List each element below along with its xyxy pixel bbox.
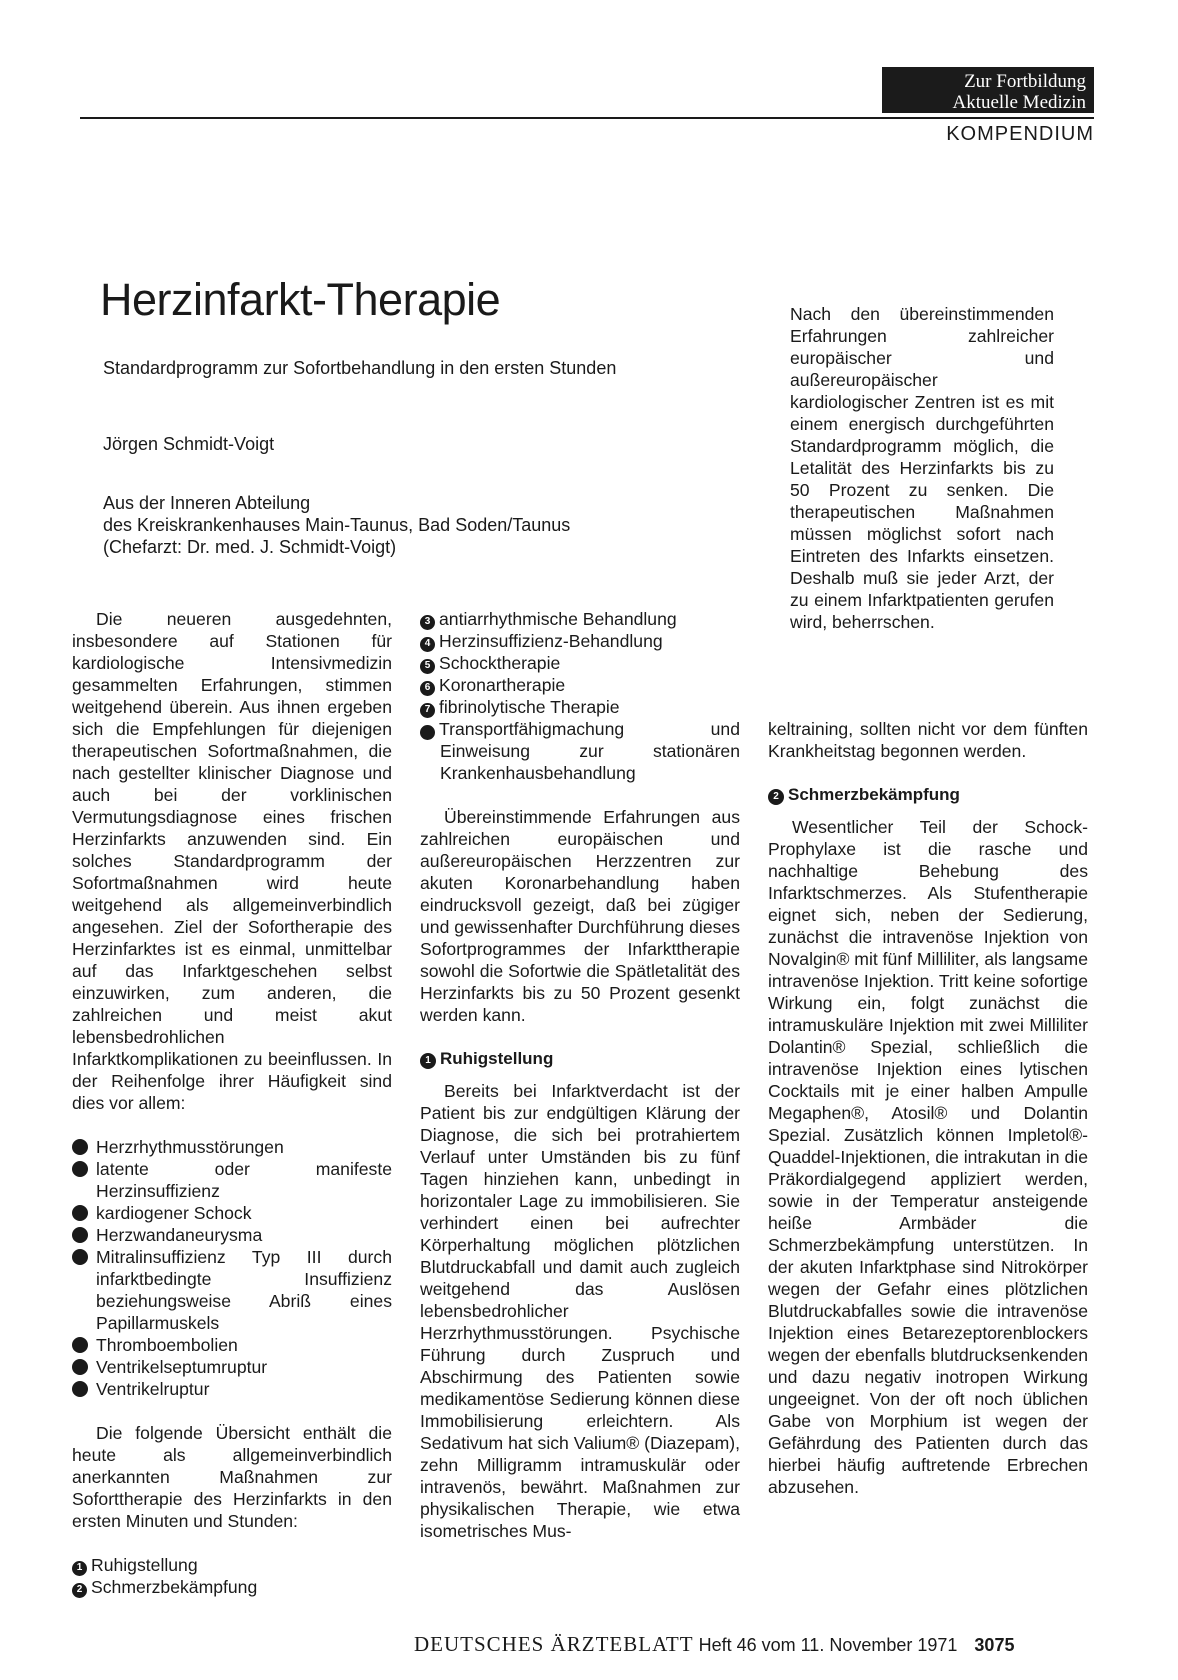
section-heading: 2 Schmerzbekämpfung bbox=[768, 784, 1088, 806]
badge-line-1: Zur Fortbildung bbox=[964, 71, 1086, 92]
list-item: 1 Ruhigstellung bbox=[72, 1554, 392, 1576]
bullet-icon bbox=[72, 1227, 88, 1243]
steps-list-part-2 bbox=[407, 608, 740, 784]
list-item: 2 Schmerzbekämpfung bbox=[72, 1576, 392, 1598]
list-item: kardiogener Schock bbox=[72, 1202, 392, 1224]
number-badge-icon: 8 bbox=[420, 725, 435, 740]
section-label: KOMPENDIUM bbox=[946, 123, 1094, 145]
intro-paragraph: Die neueren ausgedehnten, insbesondere auf Stationen für kardiologische Intensivmedizin gesammelten Erfahrungen, stimmen weitgehend überein. Aus ihnen ergeben sich die Empfehlungen für diejenigen therapeutischen Sofortmaßnahmen, die nach gestellter klinischer Diagnose und auch bei der vorklinischen Vermutungsdiagnose eines frischen Herzinfarkts anzuwenden sind. Ein solches Standardprogramm der Sofortmaßnahmen wird heute weitgehend als allgemeinverbindlich angesehen. Ziel der Sofortherapie des Herzinfarktes ist es einmal, unmittelbar auf das Infarktgeschehen selbst einzuwirken, zum anderen, die zahlreichen und meist akut lebensbedrohlichen Infarktkomplikationen zu beeinflussen. In der Reihenfolge ihrer Häufigkeit sind dies vor allem: bbox=[72, 609, 392, 1113]
number-badge-icon: 2 bbox=[768, 789, 784, 805]
section-badge bbox=[882, 67, 1094, 113]
bullet-icon bbox=[72, 1381, 88, 1397]
schmerz-paragraph: Wesentlicher Teil der Schock-Prophylaxe ist die rasche und nachhaltige Behebung des Infarktschmerzes. Als Stufentherapie eignet sich, neben der Sedierung, zunächst die intravenöse Injektion von Novalgin® mit fünf Milliliter, als langsame intravenöse Injektion. Tritt keine sofortige Wirkung ein, folgt zunächst die intramuskuläre Injektion mit zwei Milliliter Dolantin® Spezial, schließlich die intravenöse Injektion eines lytischen Cocktails mit je einer halben Ampulle Megaphen®, Atosil® und Dolantin Spezial. Zusätzlich können Impletol®-Quaddel-Injektionen, die intrakutan in die Präkordialgegend appliziert werden, sowie in der Temperatur ansteigende heiße Armbäder die Schmerzbekämpfung unterstützen. In der akuten Infarktphase sind Nitrokörper wegen der Gefahr eines plötzlichen Blutdruckabfalles sowie die intravenöse Injektion eines Betarezeptorenblockers wegen der ebenfalls blutdrucksenkenden und dazu negativ inotropen Wirkung ungeeignet. Von der oft noch üblichen Gabe von Morphium ist wegen der Gefährdung des Patienten durch das hierbei häufig auftretende Erbrechen abzusehen. bbox=[768, 817, 1088, 1497]
results-paragraph: Übereinstimmende Erfahrungen aus zahlreichen europäischen und außereuropäischen Herzzentren zur akuten Koronarbehandlung haben eindrucksvoll gezeigt, daß bei zügiger und gewissenhafter Durchführung dieses Sofortprogrammes der Infarkttherapie sowohl die Sofortwie die Spätletalität des Herzinfarkts bis zu 50 Prozent gesenkt werden kann. bbox=[420, 807, 740, 1025]
affiliation-line-3: (Chefarzt: Dr. med. J. Schmidt-Voigt) bbox=[103, 537, 397, 557]
article-title: Herzinfarkt-Therapie bbox=[100, 274, 501, 325]
column-3 bbox=[768, 718, 1088, 1498]
journal-name: DEUTSCHES ÄRZTEBLATT bbox=[414, 1632, 694, 1656]
bullet-icon bbox=[72, 1249, 88, 1265]
list-item: 4 Herzinsuffizienz-Behandlung bbox=[420, 630, 740, 652]
overview-paragraph: Die folgende Übersicht enthält die heute als allgemeinverbindlich anerkannten Maßnahmen zur Soforttherapie des Herzinfarkts in den ersten Minuten und Stunden: bbox=[72, 1423, 392, 1531]
column-2 bbox=[407, 608, 740, 1542]
number-badge-icon: 7 bbox=[420, 703, 435, 718]
number-badge-icon: 2 bbox=[72, 1583, 87, 1598]
page-footer bbox=[414, 1632, 1014, 1657]
bullet-icon bbox=[72, 1161, 88, 1177]
section-heading: 1 Ruhigstellung bbox=[420, 1048, 740, 1070]
list-item: Ventrikelruptur bbox=[72, 1378, 392, 1400]
list-item: 7 fibrinolytische Therapie bbox=[420, 696, 740, 718]
affiliation-line-2: des Kreiskrankenhauses Main-Taunus, Bad Soden/Taunus bbox=[103, 515, 571, 535]
number-badge-icon: 1 bbox=[72, 1561, 87, 1576]
continued-paragraph: keltraining, sollten nicht vor dem fünften Krankheitstag begonnen werden. bbox=[768, 719, 1088, 761]
bullet-icon bbox=[72, 1205, 88, 1221]
list-item: latente oder manifeste Herzinsuffizienz bbox=[72, 1158, 392, 1202]
issue-info: Heft 46 vom 11. November 1971 bbox=[698, 1635, 958, 1655]
list-item: Mitralinsuffizienz Typ III durch infarktbedingte Insuffizienz beziehungsweise Abriß eines Papillarmuskels bbox=[72, 1246, 392, 1334]
number-badge-icon: 4 bbox=[420, 637, 435, 652]
number-badge-icon: 5 bbox=[420, 659, 435, 674]
badge-line-2: Aktuelle Medizin bbox=[952, 92, 1086, 113]
steps-list-part-1 bbox=[72, 1554, 392, 1598]
list-item: 5 Schocktherapie bbox=[420, 652, 740, 674]
affiliation-line-1: Aus der Inneren Abteilung bbox=[103, 493, 311, 513]
bullet-icon bbox=[72, 1139, 88, 1155]
list-item: 6 Koronartherapie bbox=[420, 674, 740, 696]
complications-list bbox=[72, 1136, 392, 1400]
list-item: Thromboembolien bbox=[72, 1334, 392, 1356]
affiliation bbox=[103, 492, 570, 558]
bullet-icon bbox=[72, 1359, 88, 1375]
list-item: Ventrikelseptumruptur bbox=[72, 1356, 392, 1378]
list-item: Herzrhythmusstörungen bbox=[72, 1136, 392, 1158]
number-badge-icon: 6 bbox=[420, 681, 435, 696]
list-item: 3 antiarrhythmische Behandlung bbox=[420, 608, 740, 630]
list-item: Herzwandaneurysma bbox=[72, 1224, 392, 1246]
bullet-icon bbox=[72, 1337, 88, 1353]
abstract bbox=[790, 303, 1054, 633]
article-subtitle: Standardprogramm zur Sofortbehandlung in den ersten Stunden bbox=[103, 358, 617, 378]
ruhigstellung-paragraph: Bereits bei Infarktverdacht ist der Patient bis zur endgültigen Klärung der Diagnose, die sich bei protrahiertem Verlauf unter Umständen bis zu fünf Tagen hinziehen kann, unbedingt in horizontaler Lage zu immobilisieren. Sie verhindert einen bei aufrechter Körperhaltung möglichen plötzlichen Blutdruckabfall und damit auch zugleich weitgehend das Auslösen lebensbedrohlicher Herzrhythmusstörungen. Psychische Führung durch Zuspruch und Abschirmung des Patienten sowie medikamentöse Sedierung können diese Immobilisierung erleichtern. Als Sedativum hat sich Valium® (Diazepam), zehn Milligramm intramuskulär oder intravenös, bewährt. Maßnahmen zur physikalischen Therapie, wie etwa isometrisches Mus- bbox=[420, 1081, 740, 1541]
column-1 bbox=[72, 608, 392, 1598]
list-item: 8 Transportfähigmachung und Einweisung zur stationären Krankenhausbehandlung bbox=[407, 719, 740, 783]
number-badge-icon: 1 bbox=[420, 1053, 436, 1069]
number-badge-icon: 3 bbox=[420, 615, 435, 630]
header-rule bbox=[80, 117, 1094, 119]
abstract-text: Nach den übereinstimmenden Erfahrungen zahlreicher europäischer und außereuropäischer kardiologischer Zentren ist es mit einem energisch durchgeführten Standardprogramm möglich, die Letalität des Herzinfarkts bis zu 50 Prozent zu senken. Die therapeutischen Maßnahmen müssen möglichst sofort nach Eintreten des Infarkts einsetzen. Deshalb muß sie jeder Arzt, der zu einem Infarktpatienten gerufen wird, beherrschen. bbox=[790, 304, 1054, 632]
page-number: 3075 bbox=[974, 1635, 1015, 1655]
author-name: Jörgen Schmidt-Voigt bbox=[103, 434, 275, 454]
